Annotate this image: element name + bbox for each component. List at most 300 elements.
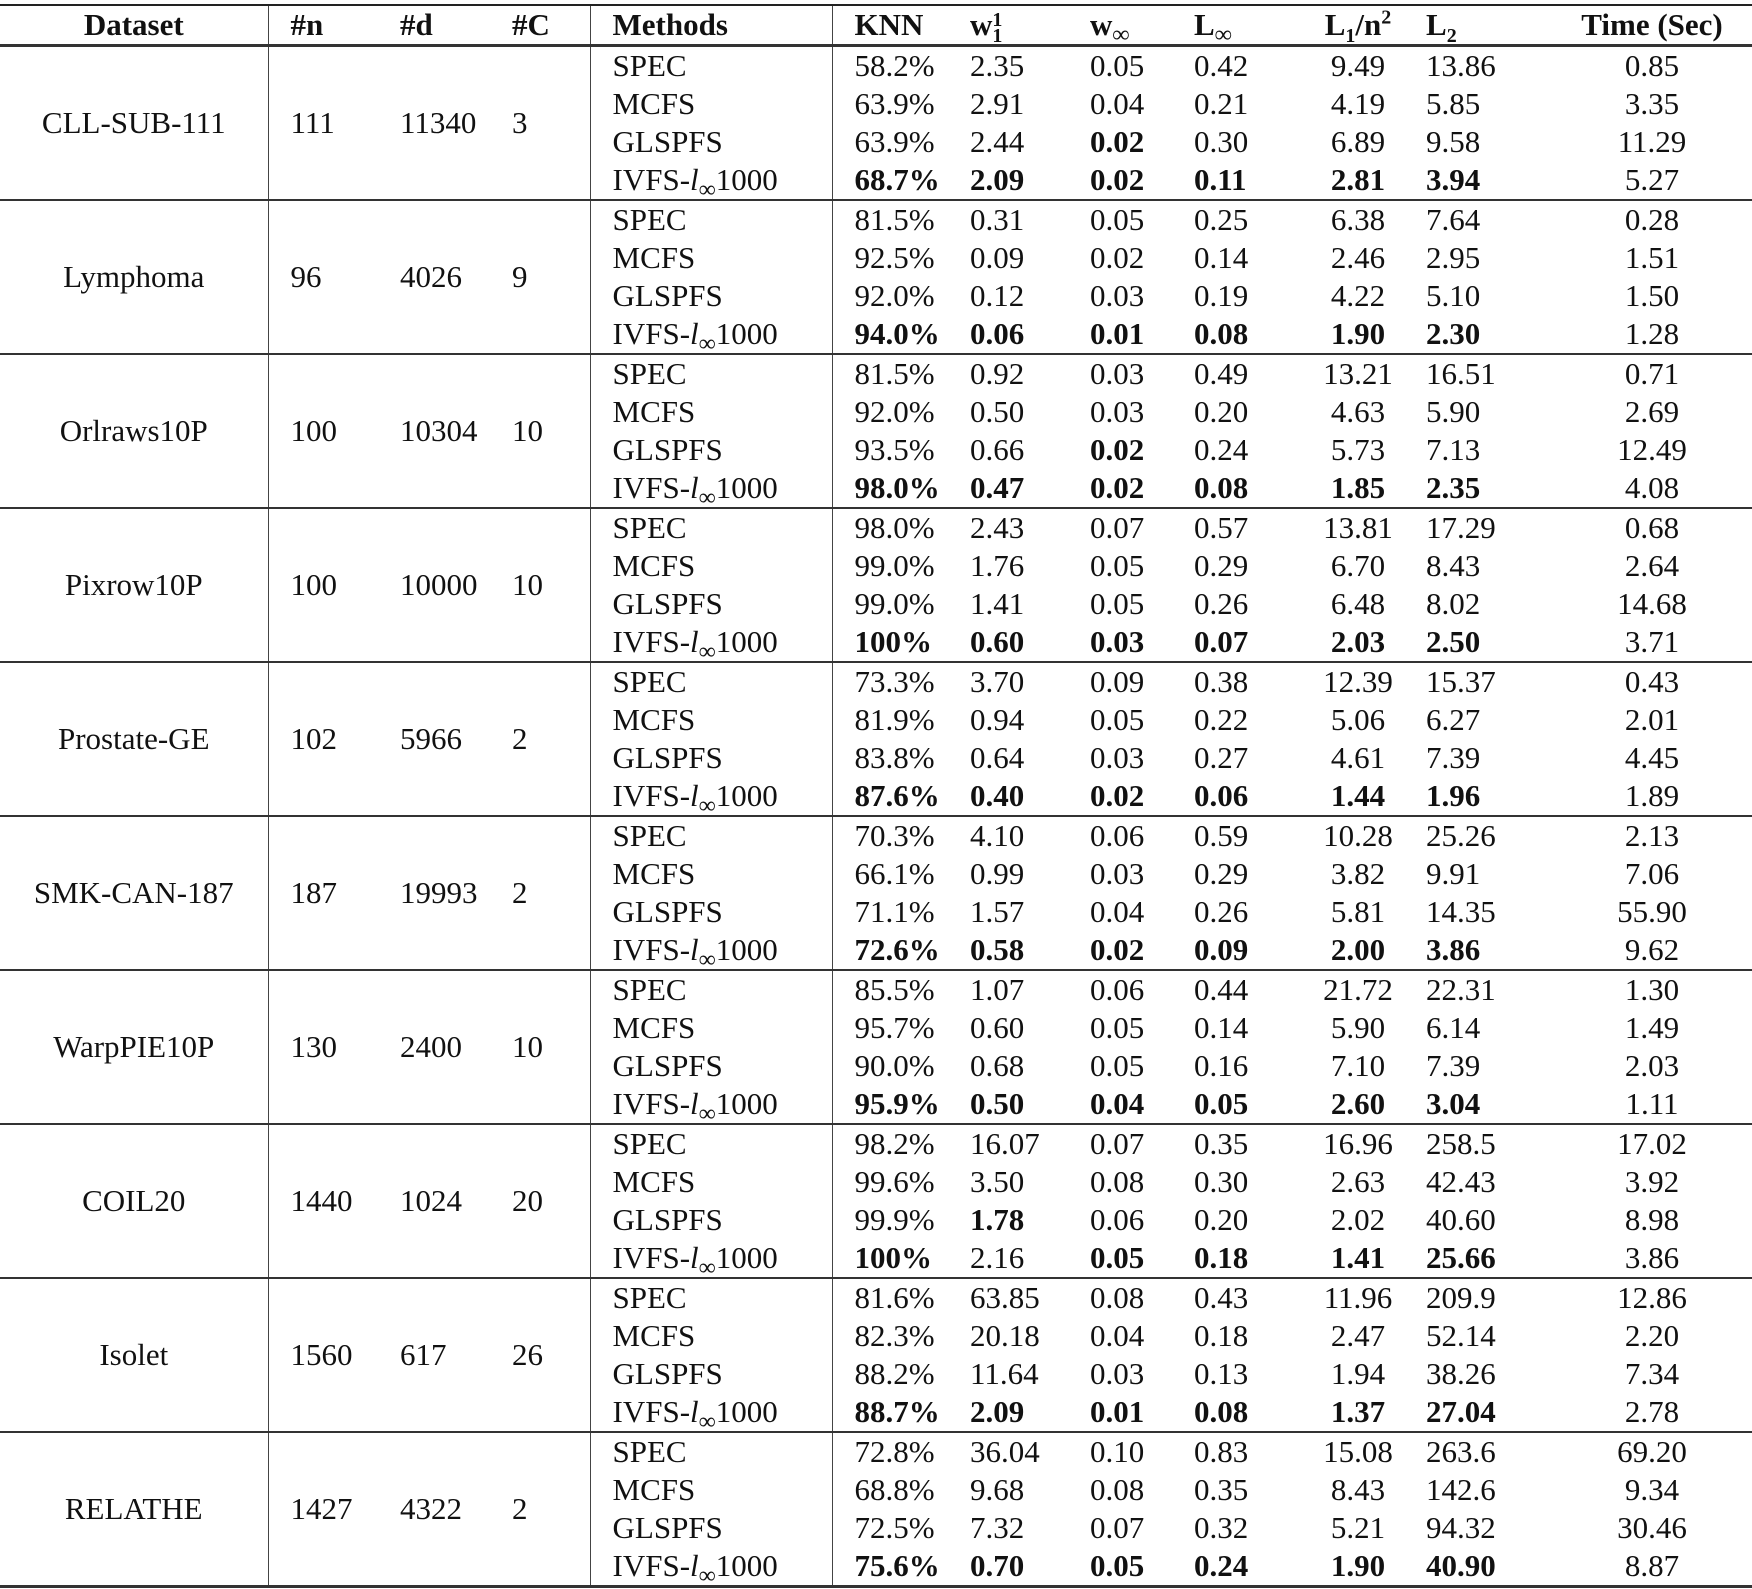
cell-w1: 0.50: [970, 1086, 1025, 1121]
results-table: [0, 4, 1752, 1588]
cell-w1: 0.40: [970, 778, 1025, 813]
cell-winf: 0.07: [1090, 510, 1145, 545]
cell-knn: 58.2%: [854, 48, 935, 83]
cell-l2: 5.90: [1426, 394, 1481, 429]
cell-knn: 95.9%: [854, 1086, 940, 1121]
cell-l2: 142.6: [1426, 1472, 1496, 1507]
cell-time: 1.50: [1624, 278, 1680, 313]
method-name: MCFS: [590, 85, 832, 123]
cell-linf: 0.14: [1194, 1010, 1249, 1045]
cell-time: 2.20: [1624, 1318, 1680, 1353]
cell-linf: 0.26: [1194, 586, 1249, 621]
cell-winf: 0.02: [1090, 124, 1145, 159]
cell-time: 1.28: [1624, 316, 1680, 351]
cell-linf: 0.32: [1194, 1510, 1249, 1545]
cell-time: 14.68: [1617, 586, 1687, 621]
cell-w1: 2.35: [970, 48, 1025, 83]
cell-l1n2: 2.60: [1330, 1086, 1386, 1121]
sample-count: 96: [290, 259, 322, 294]
cell-w1: 1.41: [970, 586, 1025, 621]
cell-linf: 0.21: [1194, 86, 1249, 121]
method-name: IVFS-$l_\infty 1000$: [590, 777, 832, 816]
cell-l2: 6.14: [1426, 1010, 1481, 1045]
cell-knn: 85.5%: [854, 972, 935, 1007]
dataset-name: RELATHE: [0, 1432, 268, 1587]
cell-time: 3.86: [1624, 1240, 1680, 1275]
dataset-group: [0, 1432, 1752, 1587]
cell-l2: 2.50: [1426, 624, 1481, 659]
cell-time: 11.29: [1617, 124, 1687, 159]
cell-knn: 81.9%: [854, 702, 935, 737]
dataset-name: WarpPIE10P: [0, 970, 268, 1124]
cell-time: 2.69: [1624, 394, 1680, 429]
cell-l2: 1.96: [1426, 778, 1481, 813]
cell-l2: 3.86: [1426, 932, 1481, 967]
cell-w1: 1.57: [970, 894, 1025, 929]
method-name: MCFS: [590, 855, 832, 893]
method-name: IVFS-$l_\infty 1000$: [590, 315, 832, 354]
cell-w1: 0.09: [970, 240, 1025, 275]
table-row: [0, 508, 1752, 547]
cell-l2: 40.90: [1426, 1548, 1496, 1583]
dataset-name: Isolet: [0, 1278, 268, 1432]
cell-w1: 2.43: [970, 510, 1025, 545]
dataset-name: CLL-SUB-111: [0, 46, 268, 201]
sample-count: 100: [290, 567, 337, 602]
cell-l1n2: 1.37: [1330, 1394, 1386, 1429]
cell-l1n2: 4.63: [1330, 394, 1386, 429]
cell-winf: 0.04: [1090, 1086, 1145, 1121]
cell-linf: 0.11: [1194, 162, 1247, 197]
cell-time: 1.11: [1625, 1086, 1679, 1121]
method-name: SPEC: [590, 46, 832, 86]
cell-w1: 0.60: [970, 1010, 1025, 1045]
method-name: GLSPFS: [590, 1509, 832, 1547]
method-name: SPEC: [590, 662, 832, 701]
class-count: 10: [506, 354, 590, 508]
cell-w1: 7.32: [970, 1510, 1025, 1545]
cell-l1n2: 7.10: [1330, 1048, 1386, 1083]
cell-knn: 81.6%: [854, 1280, 935, 1315]
sample-count: 102: [290, 721, 337, 756]
method-name: IVFS-$l_\infty 1000$: [590, 469, 832, 508]
cell-linf: 0.24: [1194, 432, 1249, 467]
header-winf: $w_\infty$: [1090, 7, 1130, 49]
cell-l1n2: 4.22: [1330, 278, 1386, 313]
table-row: [0, 1432, 1752, 1471]
cell-time: 30.46: [1617, 1510, 1687, 1545]
cell-time: 3.71: [1624, 624, 1680, 659]
cell-l1n2: 4.61: [1330, 740, 1386, 775]
header-c: #C: [506, 5, 590, 46]
cell-linf: 0.35: [1194, 1472, 1249, 1507]
method-name: IVFS-$l_\infty 1000$: [590, 1239, 832, 1278]
cell-l2: 15.37: [1426, 664, 1496, 699]
cell-time: 0.28: [1624, 202, 1680, 237]
header-n: #n: [290, 7, 324, 42]
dataset-name: SMK-CAN-187: [0, 816, 268, 970]
cell-w1: 3.70: [970, 664, 1025, 699]
cell-w1: 2.91: [970, 86, 1025, 121]
method-name: GLSPFS: [590, 893, 832, 931]
cell-knn: 98.0%: [854, 510, 935, 545]
cell-linf: 0.30: [1194, 124, 1249, 159]
cell-knn: 68.8%: [854, 1472, 935, 1507]
cell-knn: 70.3%: [854, 818, 935, 853]
sample-count: 187: [290, 875, 337, 910]
cell-winf: 0.05: [1090, 1240, 1145, 1275]
cell-linf: 0.07: [1194, 624, 1249, 659]
dataset-name: Prostate-GE: [0, 662, 268, 816]
cell-w1: 0.50: [970, 394, 1025, 429]
cell-winf: 0.05: [1090, 1010, 1145, 1045]
dataset-group: [0, 1278, 1752, 1436]
cell-l2: 7.39: [1426, 1048, 1481, 1083]
cell-winf: 0.10: [1090, 1434, 1145, 1469]
cell-w1: 0.68: [970, 1048, 1025, 1083]
method-name: MCFS: [590, 701, 832, 739]
cell-l1n2: 9.49: [1330, 48, 1386, 83]
cell-l2: 2.30: [1426, 316, 1481, 351]
header-w1: w 1 1: [970, 7, 1003, 47]
dimension-count: 11340: [400, 105, 477, 140]
cell-l1n2: 2.02: [1330, 1202, 1386, 1237]
cell-l2: 7.39: [1426, 740, 1481, 775]
cell-l1n2: 12.39: [1323, 664, 1393, 699]
dataset-group: [0, 200, 1752, 358]
cell-linf: 0.27: [1194, 740, 1249, 775]
cell-linf: 0.59: [1194, 818, 1249, 853]
cell-linf: 0.14: [1194, 240, 1249, 275]
cell-linf: 0.30: [1194, 1164, 1249, 1199]
cell-l2: 209.9: [1426, 1280, 1496, 1315]
cell-knn: 92.0%: [854, 394, 935, 429]
cell-winf: 0.03: [1090, 624, 1145, 659]
cell-time: 3.92: [1624, 1164, 1680, 1199]
table-row: [0, 1278, 1752, 1317]
cell-l2: 7.13: [1426, 432, 1481, 467]
cell-time: 7.06: [1624, 856, 1680, 891]
method-name: SPEC: [590, 1124, 832, 1163]
table-row: [0, 816, 1752, 855]
dimension-count: 10304: [400, 413, 478, 448]
cell-knn: 90.0%: [854, 1048, 935, 1083]
cell-time: 17.02: [1617, 1126, 1687, 1161]
cell-linf: 0.06: [1194, 778, 1249, 813]
class-count: 2: [506, 816, 590, 970]
cell-winf: 0.08: [1090, 1472, 1145, 1507]
cell-l2: 8.02: [1426, 586, 1481, 621]
dataset-group: [0, 662, 1752, 820]
cell-l2: 17.29: [1426, 510, 1496, 545]
sample-count: 130: [290, 1029, 337, 1064]
sample-count: 1440: [290, 1183, 353, 1218]
cell-winf: 0.08: [1090, 1280, 1145, 1315]
cell-winf: 0.02: [1090, 932, 1145, 967]
header-methods: Methods: [590, 5, 832, 46]
table-row: [0, 200, 1752, 239]
cell-linf: 0.16: [1194, 1048, 1249, 1083]
cell-l2: 94.32: [1426, 1510, 1496, 1545]
method-name: MCFS: [590, 1471, 832, 1509]
cell-l2: 9.58: [1426, 124, 1481, 159]
sample-count: 100: [290, 413, 337, 448]
class-count: 2: [506, 662, 590, 816]
cell-l1n2: 1.41: [1330, 1240, 1386, 1275]
cell-time: 1.49: [1624, 1010, 1680, 1045]
method-name: SPEC: [590, 970, 832, 1009]
method-name: SPEC: [590, 816, 832, 855]
header-l1-n2: $L_1/n^2$: [1324, 6, 1392, 48]
cell-time: 55.90: [1617, 894, 1687, 929]
cell-l2: 9.91: [1426, 856, 1481, 891]
dimension-count: 4026: [400, 259, 462, 294]
cell-linf: 0.26: [1194, 894, 1249, 929]
cell-winf: 0.03: [1090, 856, 1145, 891]
cell-time: 9.34: [1624, 1472, 1680, 1507]
dataset-group: [0, 46, 1752, 204]
cell-knn: 72.5%: [854, 1510, 935, 1545]
cell-w1: 0.66: [970, 432, 1025, 467]
cell-knn: 92.0%: [854, 278, 935, 313]
cell-l2: 16.51: [1426, 356, 1496, 391]
cell-l1n2: 4.19: [1330, 86, 1386, 121]
cell-winf: 0.05: [1090, 548, 1145, 583]
cell-knn: 99.0%: [854, 586, 935, 621]
method-name: GLSPFS: [590, 431, 832, 469]
cell-l1n2: 5.06: [1330, 702, 1386, 737]
cell-w1: 20.18: [970, 1318, 1040, 1353]
cell-knn: 93.5%: [854, 432, 935, 467]
cell-knn: 72.8%: [854, 1434, 935, 1469]
dataset-group: [0, 354, 1752, 512]
cell-time: 8.98: [1624, 1202, 1680, 1237]
cell-l1n2: 1.85: [1330, 470, 1386, 505]
cell-winf: 0.05: [1090, 1548, 1145, 1583]
cell-l1n2: 2.81: [1330, 162, 1386, 197]
cell-winf: 0.06: [1090, 818, 1145, 853]
cell-linf: 0.44: [1194, 972, 1249, 1007]
cell-linf: 0.08: [1194, 470, 1249, 505]
method-name: MCFS: [590, 1009, 832, 1047]
cell-l1n2: 13.81: [1323, 510, 1393, 545]
cell-knn: 98.2%: [854, 1126, 935, 1161]
cell-knn: 83.8%: [854, 740, 935, 775]
method-name: IVFS-$l_\infty 1000$: [590, 623, 832, 662]
cell-winf: 0.07: [1090, 1510, 1145, 1545]
cell-l1n2: 6.89: [1330, 124, 1386, 159]
class-count: 3: [506, 46, 590, 201]
cell-l2: 258.5: [1426, 1126, 1496, 1161]
cell-linf: 0.29: [1194, 548, 1249, 583]
cell-l1n2: 13.21: [1323, 356, 1393, 391]
cell-knn: 72.6%: [854, 932, 940, 967]
cell-w1: 0.60: [970, 624, 1025, 659]
cell-linf: 0.43: [1194, 1280, 1249, 1315]
method-name: MCFS: [590, 1317, 832, 1355]
cell-winf: 0.03: [1090, 356, 1145, 391]
cell-linf: 0.22: [1194, 702, 1249, 737]
cell-winf: 0.02: [1090, 778, 1145, 813]
cell-knn: 81.5%: [854, 356, 935, 391]
dimension-count: 617: [400, 1337, 447, 1372]
cell-l2: 5.10: [1426, 278, 1481, 313]
method-name: GLSPFS: [590, 123, 832, 161]
method-name: SPEC: [590, 354, 832, 393]
cell-time: 4.45: [1624, 740, 1680, 775]
cell-l1n2: 10.28: [1323, 818, 1393, 853]
cell-l2: 263.6: [1426, 1434, 1496, 1469]
header-knn: KNN: [854, 7, 924, 42]
cell-knn: 95.7%: [854, 1010, 935, 1045]
cell-l1n2: 5.90: [1330, 1010, 1386, 1045]
cell-l2: 2.95: [1426, 240, 1481, 275]
cell-w1: 0.06: [970, 316, 1025, 351]
cell-l2: 7.64: [1426, 202, 1481, 237]
dimension-count: 5966: [400, 721, 462, 756]
cell-w1: 0.99: [970, 856, 1025, 891]
cell-linf: 0.57: [1194, 510, 1249, 545]
cell-l1n2: 1.90: [1330, 316, 1386, 351]
cell-knn: 82.3%: [854, 1318, 935, 1353]
header-linf: $L_\infty$: [1194, 7, 1232, 49]
cell-w1: 11.64: [970, 1356, 1039, 1391]
cell-w1: 0.94: [970, 702, 1025, 737]
cell-knn: 63.9%: [854, 124, 935, 159]
cell-time: 12.86: [1617, 1280, 1687, 1315]
cell-time: 12.49: [1617, 432, 1687, 467]
cell-knn: 68.7%: [854, 162, 940, 197]
cell-l1n2: 21.72: [1323, 972, 1393, 1007]
cell-knn: 92.5%: [854, 240, 935, 275]
class-count: 10: [506, 508, 590, 662]
method-name: MCFS: [590, 393, 832, 431]
cell-w1: 0.58: [970, 932, 1025, 967]
method-name: IVFS-$l_\infty 1000$: [590, 1393, 832, 1432]
method-name: SPEC: [590, 1278, 832, 1317]
cell-linf: 0.08: [1194, 316, 1249, 351]
header-l2: $L_2$: [1426, 7, 1457, 48]
table-row: [0, 354, 1752, 393]
cell-knn: 87.6%: [854, 778, 940, 813]
cell-w1: 1.76: [970, 548, 1025, 583]
cell-linf: 0.35: [1194, 1126, 1249, 1161]
dimension-count: 2400: [400, 1029, 462, 1064]
cell-winf: 0.03: [1090, 1356, 1145, 1391]
cell-l2: 25.26: [1426, 818, 1496, 853]
method-name: GLSPFS: [590, 277, 832, 315]
dimension-count: 1024: [400, 1183, 462, 1218]
cell-time: 0.43: [1624, 664, 1680, 699]
method-name: MCFS: [590, 239, 832, 277]
header-time: Time (Sec): [1581, 7, 1723, 42]
method-name: GLSPFS: [590, 1201, 832, 1239]
cell-linf: 0.20: [1194, 1202, 1249, 1237]
dataset-group: [0, 1124, 1752, 1282]
table-row: [0, 970, 1752, 1009]
cell-w1: 1.78: [970, 1202, 1025, 1237]
cell-knn: 88.2%: [854, 1356, 935, 1391]
cell-winf: 0.05: [1090, 702, 1145, 737]
cell-linf: 0.25: [1194, 202, 1249, 237]
cell-l2: 38.26: [1426, 1356, 1496, 1391]
cell-l1n2: 5.73: [1330, 432, 1386, 467]
cell-winf: 0.01: [1090, 1394, 1145, 1429]
class-count: 9: [506, 200, 590, 354]
cell-knn: 100%: [854, 1240, 932, 1275]
cell-winf: 0.02: [1090, 162, 1145, 197]
cell-winf: 0.08: [1090, 1164, 1145, 1199]
cell-winf: 0.05: [1090, 202, 1145, 237]
dataset-name: Pixrow10P: [0, 508, 268, 662]
dimension-count: 4322: [400, 1491, 462, 1526]
cell-l1n2: 2.47: [1330, 1318, 1386, 1353]
method-name: IVFS-$l_\infty 1000$: [590, 931, 832, 970]
cell-l1n2: 6.70: [1330, 548, 1386, 583]
cell-w1: 2.09: [970, 1394, 1025, 1429]
cell-knn: 94.0%: [854, 316, 940, 351]
cell-linf: 0.08: [1194, 1394, 1249, 1429]
cell-l1n2: 16.96: [1323, 1126, 1393, 1161]
cell-knn: 75.6%: [854, 1548, 940, 1583]
cell-winf: 0.05: [1090, 1048, 1145, 1083]
cell-winf: 0.06: [1090, 972, 1145, 1007]
cell-linf: 0.49: [1194, 356, 1249, 391]
cell-winf: 0.04: [1090, 894, 1145, 929]
cell-knn: 100%: [854, 624, 932, 659]
cell-time: 7.34: [1624, 1356, 1680, 1391]
method-name: SPEC: [590, 200, 832, 239]
cell-linf: 0.19: [1194, 278, 1249, 313]
cell-linf: 0.29: [1194, 856, 1249, 891]
table-row: [0, 662, 1752, 701]
method-name: MCFS: [590, 1163, 832, 1201]
cell-w1: 3.50: [970, 1164, 1025, 1199]
cell-w1: 36.04: [970, 1434, 1040, 1469]
cell-time: 1.89: [1624, 778, 1680, 813]
class-count: 26: [506, 1278, 590, 1432]
cell-w1: 0.31: [970, 202, 1025, 237]
cell-linf: 0.18: [1194, 1240, 1249, 1275]
cell-linf: 0.38: [1194, 664, 1249, 699]
cell-l2: 42.43: [1426, 1164, 1496, 1199]
table-row: [0, 1124, 1752, 1163]
cell-linf: 0.20: [1194, 394, 1249, 429]
cell-winf: 0.03: [1090, 394, 1145, 429]
cell-winf: 0.04: [1090, 1318, 1145, 1353]
cell-w1: 0.12: [970, 278, 1025, 313]
cell-time: 3.35: [1624, 86, 1680, 121]
cell-w1: 0.47: [970, 470, 1025, 505]
cell-l1n2: 1.94: [1330, 1356, 1386, 1391]
method-name: GLSPFS: [590, 1047, 832, 1085]
dataset-name: COIL20: [0, 1124, 268, 1278]
cell-w1: 63.85: [970, 1280, 1040, 1315]
cell-l1n2: 2.63: [1330, 1164, 1386, 1199]
method-name: IVFS-$l_\infty 1000$: [590, 161, 832, 200]
cell-winf: 0.02: [1090, 240, 1145, 275]
cell-l2: 25.66: [1426, 1240, 1496, 1275]
cell-l2: 5.85: [1426, 86, 1481, 121]
sample-count: 1560: [290, 1337, 353, 1372]
cell-winf: 0.01: [1090, 316, 1145, 351]
method-name: SPEC: [590, 1432, 832, 1471]
cell-w1: 0.64: [970, 740, 1025, 775]
cell-winf: 0.06: [1090, 1202, 1145, 1237]
header-dataset: Dataset: [0, 5, 268, 46]
cell-winf: 0.03: [1090, 278, 1145, 313]
cell-linf: 0.24: [1194, 1548, 1249, 1583]
